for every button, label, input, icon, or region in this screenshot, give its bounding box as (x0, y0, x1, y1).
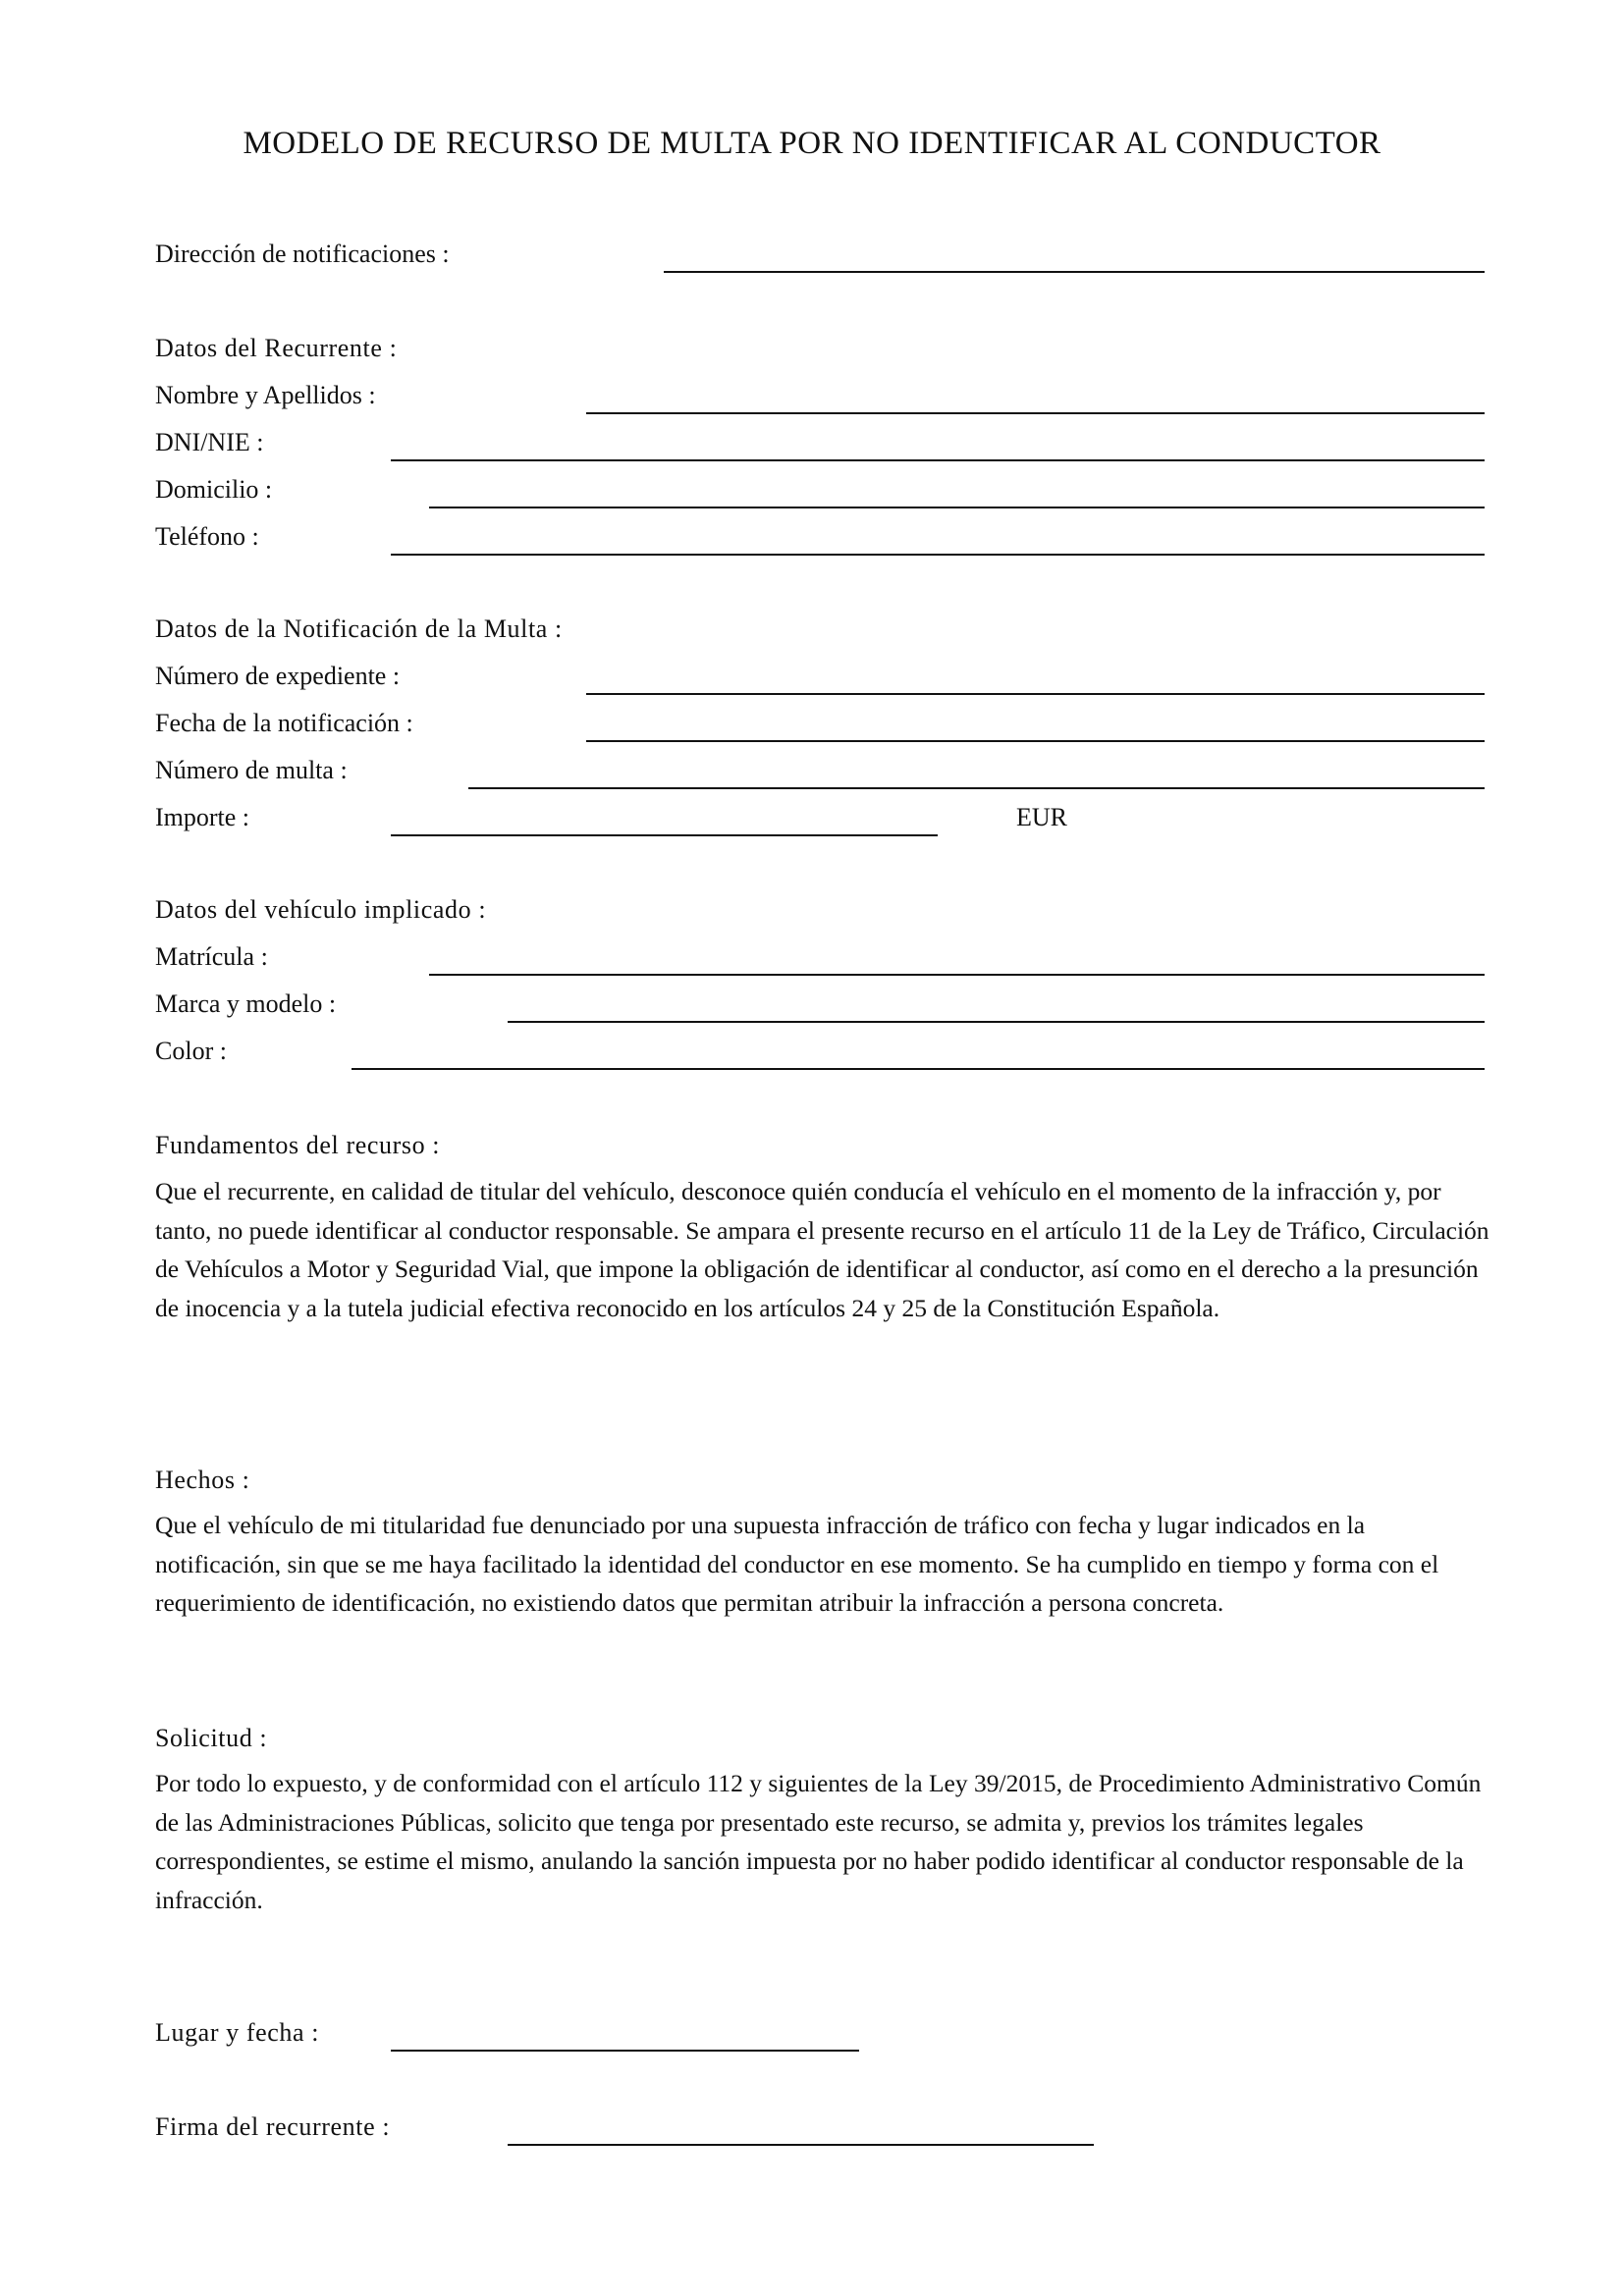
notificacion-heading: Datos de la Notificación de la Multa : (155, 614, 563, 643)
telefono-label: Teléfono : (155, 522, 259, 551)
fundamentos-text: Que el recurrente, en calidad de titular del vehículo, desconoce quién conducía el vehículo en el momento de la infracción y, por tanto, no puede identificar al conductor responsable. Se ampara el presente recurso en el artículo 11 de la Ley de Tráfico, Circulación de Vehículos a Motor y Seguridad Vial, que impone la obligación de identificar al conductor, así como en el derecho a la presunción de inocencia y a la tutela judicial efectiva reconocido en los artículos 24 y 25 de la Constitución Española. (155, 1177, 1489, 1322)
firma-label: Firma del recurrente : (155, 2112, 391, 2141)
recurrente-heading: Datos del Recurrente : (155, 334, 398, 362)
importe-label: Importe : (155, 803, 250, 831)
hechos-heading: Hechos : (155, 1466, 250, 1494)
nombre-field[interactable] (586, 412, 1485, 414)
numero-multa-label: Número de multa : (155, 756, 348, 784)
matricula-label: Matrícula : (155, 942, 268, 971)
marca-modelo-field[interactable] (508, 1021, 1485, 1023)
importe-currency: EUR (1016, 803, 1067, 831)
fecha-notificacion-field[interactable] (586, 740, 1485, 742)
lugar-fecha-field[interactable] (391, 2050, 859, 2052)
expediente-label: Número de expediente : (155, 662, 401, 690)
firma-field[interactable] (508, 2144, 1094, 2146)
dni-label: DNI/NIE : (155, 428, 264, 456)
vehiculo-heading: Datos del vehículo implicado : (155, 895, 487, 924)
lugar-fecha-label: Lugar y fecha : (155, 2018, 320, 2047)
marca-modelo-label: Marca y modelo : (155, 989, 337, 1018)
color-field[interactable] (352, 1068, 1485, 1070)
telefono-field[interactable] (391, 554, 1485, 556)
expediente-field[interactable] (586, 693, 1485, 695)
fecha-notificacion-label: Fecha de la notificación : (155, 709, 413, 737)
fundamentos-heading: Fundamentos del recurso : (155, 1131, 441, 1159)
domicilio-label: Domicilio : (155, 475, 273, 504)
document-title: MODELO DE RECURSO DE MULTA POR NO IDENTIFICAR AL CONDUCTOR (243, 126, 1381, 161)
dni-field[interactable] (391, 459, 1485, 461)
notificaciones-label: Dirección de notificaciones : (155, 240, 450, 268)
notificaciones-field[interactable] (664, 271, 1485, 273)
solicitud-text: Por todo lo expuesto, y de conformidad con el artículo 112 y siguientes de la Ley 39/2015, de Procedimiento Administrativo Común de las Administraciones Públicas, solicito que tenga por presentado este recurso, se admita y, previos los trámites legales correspondientes, se estime el mismo, anulando la sanción impuesta por no haber podido identificar al conductor responsable de la infracción. (155, 1769, 1482, 1914)
hechos-text: Que el vehículo de mi titularidad fue denunciado por una supuesta infracción de tráfico con fecha y lugar indicados en la notificación, sin que se me haya facilitado la identidad del conductor en ese momento. Se ha cumplido en tiempo y forma con el requerimiento de identificación, no existiendo datos que permitan atribuir la infracción a persona concreta. (155, 1511, 1439, 1617)
numero-multa-field[interactable] (468, 787, 1485, 789)
domicilio-field[interactable] (429, 507, 1485, 508)
nombre-label: Nombre y Apellidos : (155, 381, 376, 409)
color-label: Color : (155, 1037, 227, 1065)
importe-field[interactable] (391, 834, 938, 836)
solicitud-heading: Solicitud : (155, 1724, 268, 1752)
matricula-field[interactable] (429, 974, 1485, 976)
